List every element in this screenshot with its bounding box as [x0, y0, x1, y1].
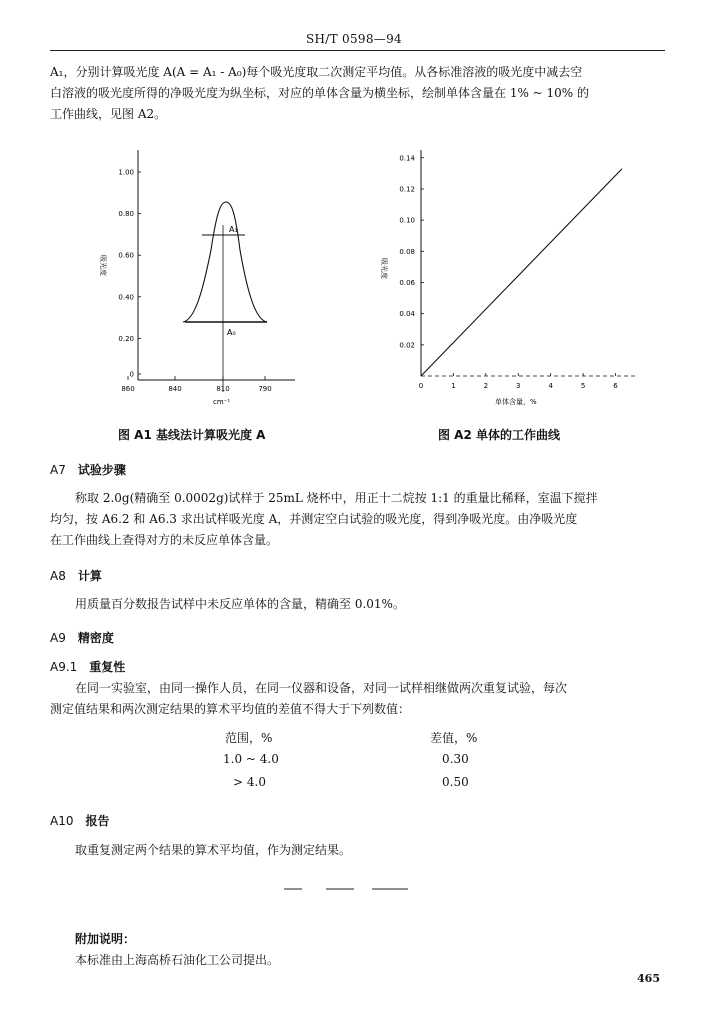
- a1-xlabel: cm⁻¹: [213, 398, 231, 406]
- figure-a2: [370, 140, 640, 410]
- table-header-range: 范围，%: [225, 731, 273, 745]
- a2-ytick-label: 0.14: [399, 154, 415, 163]
- a1-spectrum-curve: [183, 202, 267, 322]
- a1-annotation-a0: A₀: [227, 328, 236, 337]
- a1-xtick-label: 840: [168, 385, 182, 393]
- table-row-1-diff: 0.30: [442, 752, 469, 766]
- figure-a1-caption: 图 A1 基线法计算吸光度 A: [118, 428, 266, 442]
- a7-line-2: 均匀，按 A6.2 和 A6.3 求出试样吸光度 A，并测定空白试验的吸光度，得到净吸光度。由净吸光度: [50, 512, 578, 526]
- a1-ytick-label: 0.20: [118, 334, 134, 343]
- a2-xtick-label: 5: [580, 382, 586, 390]
- intro-line-2: 白溶液的吸光度所得的净吸光度为纵坐标，对应的单体含量为横坐标，绘制单体含量在 1% ~ 10% 的: [50, 86, 590, 100]
- a1-ytick-label: 1.00: [118, 168, 134, 177]
- a2-ytick-label: 0.10: [399, 216, 415, 225]
- table-row-2-range: > 4.0: [233, 775, 266, 789]
- section-a91-number: A9.1: [50, 660, 78, 674]
- section-a9-heading: [50, 629, 114, 646]
- a2-ylabel: 吸光度: [380, 258, 388, 279]
- section-a91-title: 重复性: [89, 660, 126, 674]
- a2-ytick-label: 0.08: [399, 247, 415, 256]
- a2-ytick-label: 0.12: [399, 185, 415, 194]
- a1-ylabel: 吸光度: [99, 255, 107, 276]
- table-row-2-diff: 0.50: [442, 775, 469, 789]
- a1-ytick-label: 0.60: [118, 251, 134, 260]
- a2-ytick-label: 0.04: [399, 310, 415, 319]
- a1-ytick-label: 0.80: [118, 210, 134, 219]
- a91-line-1: 在同一实验室，由同一操作人员，在同一仪器和设备，对同一试样相继做两次重复试验，每次: [75, 681, 568, 695]
- table-row-1-range: 1.0 ~ 4.0: [223, 752, 279, 766]
- section-a9-title: 精密度: [77, 631, 114, 645]
- section-a8-body: [75, 594, 665, 615]
- a1-xtick-label: 790: [258, 385, 272, 393]
- a7-line-1: 称取 2.0g(精确至 0.0002g)试样于 25mL 烧杯中，用正十二烷按 1:1 的重量比稀释，室温下搅拌: [75, 491, 598, 505]
- section-a10-number: A10: [50, 814, 74, 828]
- intro-line-3: 工作曲线，见图 A2。: [50, 107, 167, 121]
- appendix-body: [75, 950, 665, 971]
- appendix-title: 附加说明：: [75, 932, 136, 946]
- section-a91-heading: [50, 658, 125, 675]
- page-number: 465: [637, 972, 660, 985]
- a2-xtick-label: 3: [516, 382, 521, 390]
- section-a10-heading: [50, 812, 110, 829]
- section-a7-title: 试验步骤: [77, 463, 126, 477]
- figure-a1: [95, 140, 305, 410]
- section-a10-body: [75, 840, 665, 861]
- section-a7-heading: [50, 461, 126, 478]
- a1-ytick-label: 0.40: [118, 293, 134, 302]
- a10-line-1: 取重复测定两个结果的算术平均值，作为测定结果。: [75, 843, 352, 857]
- a2-ytick-label: 0.06: [399, 278, 415, 287]
- section-a7-body: [50, 488, 665, 551]
- section-a8-number: A8: [50, 569, 66, 583]
- a2-xtick-label: 0: [418, 382, 424, 390]
- page-header: SH/T 0598—94: [306, 32, 402, 46]
- a2-xtick-label: 6: [613, 382, 618, 390]
- a1-annotation-a1: A₁: [229, 225, 238, 234]
- header-rule: [50, 50, 665, 51]
- a2-xtick-label: 1: [451, 382, 456, 390]
- section-a10-title: 报告: [85, 814, 110, 828]
- a2-ytick-label: 0.02: [399, 341, 415, 350]
- end-rule: [280, 884, 430, 894]
- a2-xlabel: 单体含量，%: [495, 398, 537, 406]
- section-a91-body: [50, 678, 665, 720]
- a7-line-3: 在工作曲线上查得对方的未反应单体含量。: [50, 533, 279, 547]
- figure-a2-caption: 图 A2 单体的工作曲线: [438, 428, 560, 442]
- a2-working-curve: [421, 169, 622, 376]
- section-a8-title: 计算: [77, 569, 102, 583]
- a91-line-2: 测定值结果和两次测定结果的算术平均值的差值不得大于下列数值：: [50, 702, 411, 716]
- a1-xtick-label: 810: [216, 385, 230, 393]
- a1-ytick-label: 0: [129, 370, 134, 379]
- section-a8-heading: [50, 567, 102, 584]
- a2-xtick-label: 4: [548, 382, 553, 390]
- section-a7-number: A7: [50, 463, 66, 477]
- section-a9-number: A9: [50, 631, 66, 645]
- a1-xtick-label: 860: [121, 385, 135, 393]
- a8-line-1: 用质量百分数报告试样中未反应单体的含量，精确至 0.01%。: [75, 597, 405, 611]
- a2-xtick-label: 2: [483, 382, 489, 390]
- intro-line-1: A₁，分别计算吸光度 A(A = A₁ - A₀)每个吸光度取二次测定平均值。从各标准溶液的吸光度中减去空: [50, 65, 583, 79]
- appendix-line-1: 本标准由上海高桥石油化工公司提出。: [75, 953, 280, 967]
- table-header-diff: 差值，%: [430, 731, 478, 745]
- intro-paragraph: [50, 62, 665, 125]
